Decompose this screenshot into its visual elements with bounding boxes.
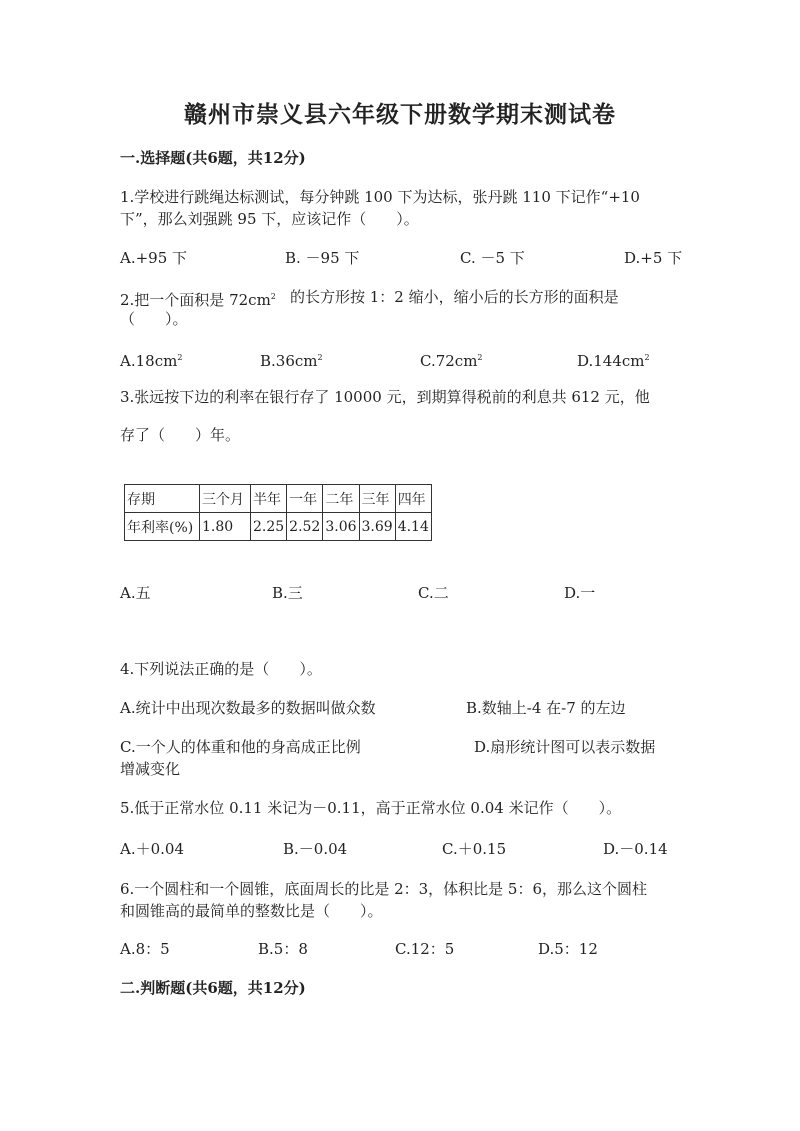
question-1-option-d: D.+5 下 bbox=[624, 249, 683, 267]
question-2-option-a bbox=[120, 347, 182, 372]
question-2-option-d bbox=[577, 347, 650, 372]
table-cell: 二年 bbox=[323, 485, 359, 513]
question-6-option-c: C.12：5 bbox=[395, 940, 455, 958]
superscript-2: 2 bbox=[317, 353, 323, 362]
question-3-option-b: B.三 bbox=[272, 584, 303, 602]
question-3-line-2: 存了（ ）年。 bbox=[120, 426, 241, 444]
table-cell: 一年 bbox=[287, 485, 323, 513]
question-5-option-b: B.－0.04 bbox=[283, 840, 348, 858]
question-4-option-d: D.扇形统计图可以表示数据 bbox=[474, 738, 656, 756]
question-2-option-b bbox=[260, 347, 323, 372]
question-4-option-c: C.一个人的体重和他的身高成正比例 bbox=[120, 738, 361, 756]
question-3-option-d: D.一 bbox=[564, 584, 596, 602]
table-cell: 3.69 bbox=[359, 513, 395, 541]
table-cell: 4.14 bbox=[395, 513, 431, 541]
question-4-line-1: 4.下列说法正确的是（ ）。 bbox=[120, 660, 322, 678]
superscript-2: 2 bbox=[644, 353, 650, 362]
table-cell: 存期 bbox=[125, 485, 200, 513]
table-cell: 半年 bbox=[251, 485, 287, 513]
question-3-line-1: 3.张远按下边的利率在银行存了 10000 元，到期算得税前的利息共 612 元，他 bbox=[120, 388, 650, 406]
question-4-option-b: B.数轴上-4 在-7 的左边 bbox=[466, 699, 626, 717]
question-2-line-2: （ ）。 bbox=[120, 310, 188, 328]
question-1-line-2: 下”，那么刘强跳 95 下，应该记作（ ）。 bbox=[120, 210, 419, 228]
table-header-row bbox=[125, 485, 432, 513]
table-cell: 2.52 bbox=[287, 513, 323, 541]
superscript-2: 2 bbox=[177, 353, 183, 362]
question-6-option-b: B.5：8 bbox=[258, 940, 308, 958]
question-2-option-a-text: A.18cm bbox=[120, 352, 178, 370]
question-5-line-1: 5.低于正常水位 0.11 米记为－0.11，高于正常水位 0.04 米记作（ ）。 bbox=[120, 799, 622, 817]
question-1-option-c: C. －5 下 bbox=[460, 249, 525, 267]
table-cell: 三个月 bbox=[200, 485, 251, 513]
question-5-option-a: A.＋0.04 bbox=[120, 840, 184, 858]
question-6-line-1: 6.一个圆柱和一个圆锥，底面周长的比是 2：3，体积比是 5：6，那么这个圆柱 bbox=[120, 880, 648, 898]
superscript-2: 2 bbox=[477, 353, 483, 362]
question-3-option-a: A.五 bbox=[120, 584, 151, 602]
question-6-option-d: D.5：12 bbox=[538, 940, 598, 958]
question-2-line-1b: 的长方形按 1：2 缩小，缩小后的长方形的面积是 bbox=[290, 288, 619, 306]
question-5-option-c: C.＋0.15 bbox=[442, 840, 507, 858]
question-5-option-d: D.－0.14 bbox=[603, 840, 668, 858]
question-2-option-c bbox=[420, 347, 483, 372]
question-3-option-c: C.二 bbox=[418, 584, 449, 602]
question-4-option-a: A.统计中出现次数最多的数据叫做众数 bbox=[120, 699, 376, 717]
question-2-text-a: 2.把一个面积是 72cm bbox=[120, 291, 271, 309]
question-2-option-d-text: D.144cm bbox=[577, 352, 645, 370]
superscript-2: 2 bbox=[270, 292, 276, 301]
table-cell: 四年 bbox=[395, 485, 431, 513]
table-cell: 3.06 bbox=[323, 513, 359, 541]
interest-rate-table bbox=[124, 484, 432, 541]
section-heading-choice: 一.选择题(共6题，共12分) bbox=[120, 149, 306, 167]
question-2-option-b-text: B.36cm bbox=[260, 352, 318, 370]
table-cell: 三年 bbox=[359, 485, 395, 513]
question-4-option-d-cont: 增减变化 bbox=[120, 760, 181, 778]
table-cell: 1.80 bbox=[200, 513, 251, 541]
section-heading-judgment: 二.判断题(共6题，共12分) bbox=[120, 979, 306, 997]
question-1-line-1: 1.学校进行跳绳达标测试，每分钟跳 100 下为达标，张丹跳 110 下记作“+10 bbox=[120, 188, 640, 206]
table-cell: 年利率(%) bbox=[125, 513, 200, 541]
table-row bbox=[125, 513, 432, 541]
question-1-option-a: A.+95 下 bbox=[120, 249, 188, 267]
page-title: 赣州市崇义县六年级下册数学期末测试卷 bbox=[184, 101, 616, 128]
question-1-option-b: B. －95 下 bbox=[285, 249, 360, 267]
question-2-option-c-text: C.72cm bbox=[420, 352, 478, 370]
question-6-line-2: 和圆锥高的最简单的整数比是（ ）。 bbox=[120, 902, 383, 920]
table-cell: 2.25 bbox=[251, 513, 287, 541]
question-6-option-a: A.8：5 bbox=[120, 940, 170, 958]
